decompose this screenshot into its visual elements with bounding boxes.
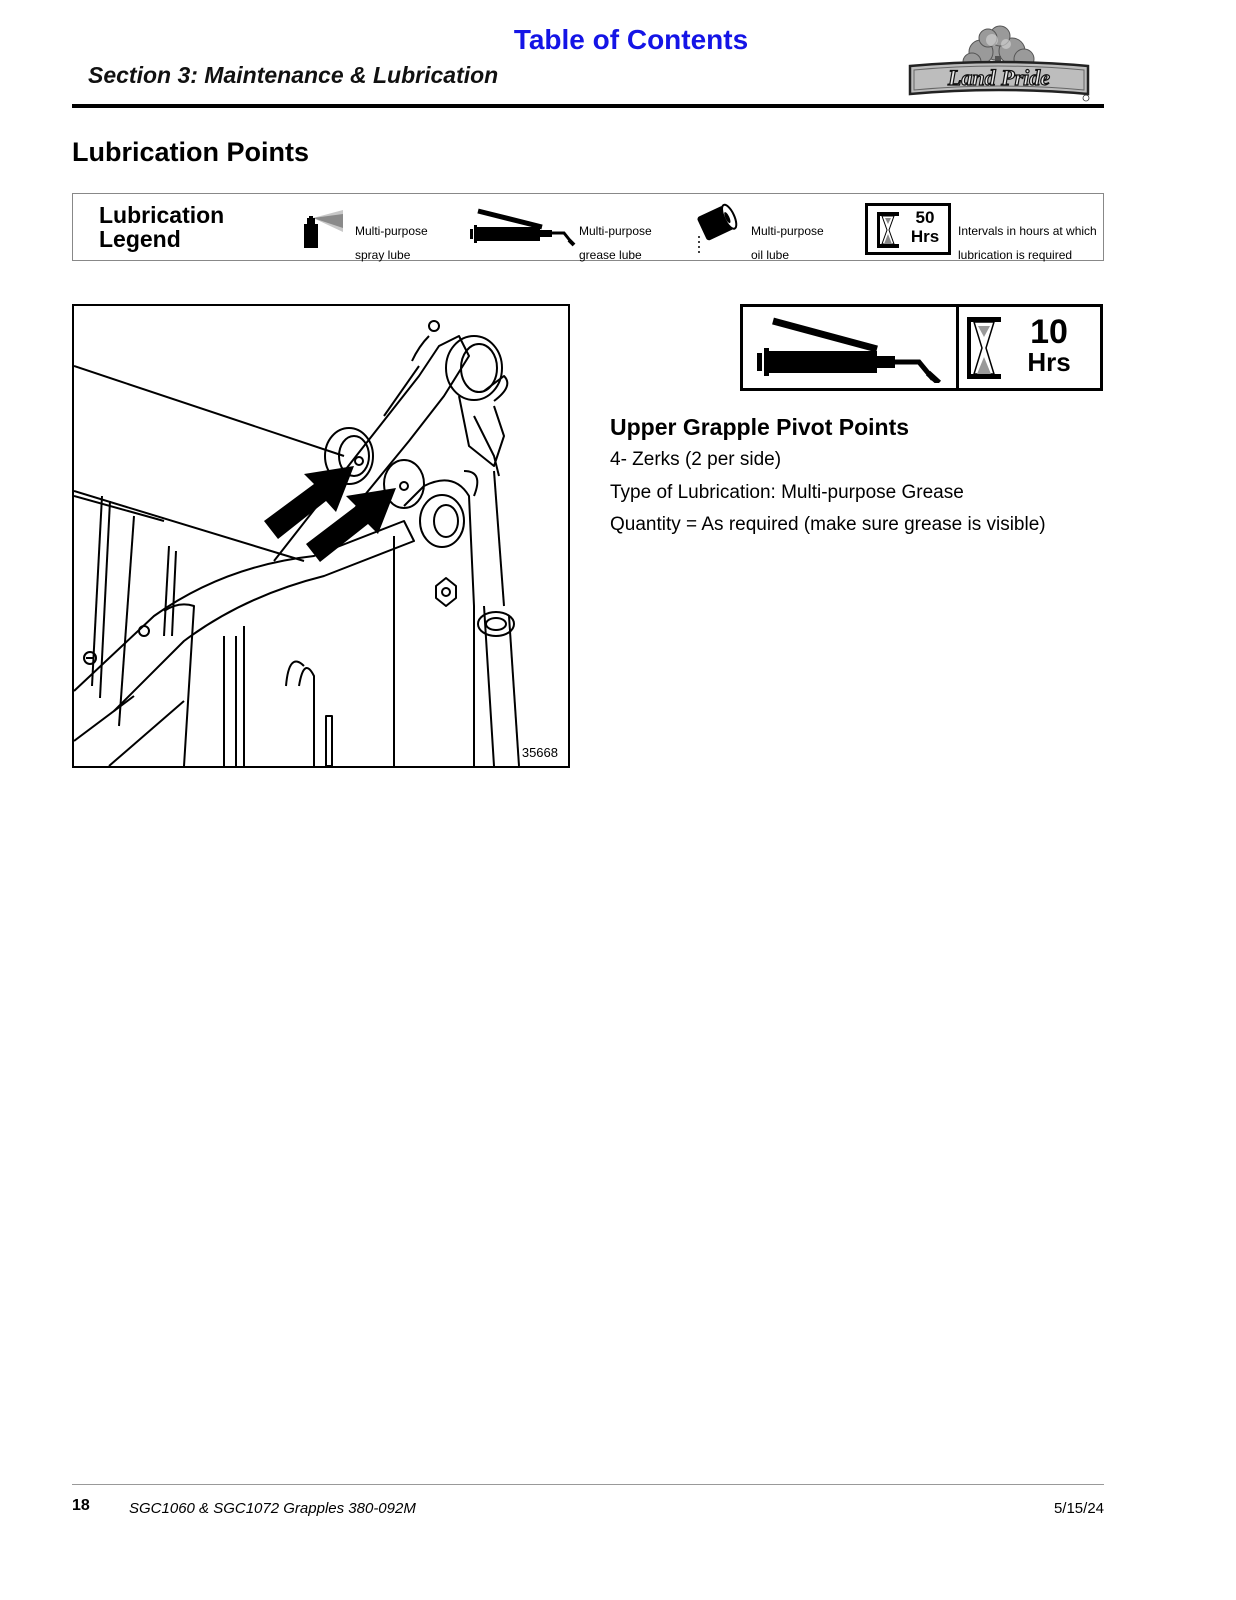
hourglass-icon — [877, 212, 899, 248]
document-title: SGC1060 & SGC1072 Grapples 380-092M — [129, 1500, 416, 1517]
lube-point-title: Upper Grapple Pivot Points — [610, 414, 910, 440]
section-title: Section 3: Maintenance & Lubrication — [88, 62, 499, 88]
lube-interval-icon — [740, 304, 1103, 391]
interval-hours-value: 10 — [1030, 313, 1068, 351]
lube-point-quantity: Quantity = As required (make sure grease is visible) — [610, 514, 1046, 535]
hourglass-icon — [967, 317, 1001, 379]
lubrication-legend — [72, 193, 1104, 261]
icon-divider — [956, 307, 959, 388]
interval-hours: 50 — [915, 208, 935, 227]
legend-label-grease: Multi-purpose grease lube — [579, 224, 652, 262]
interval-unit: Hrs — [910, 227, 940, 246]
oil-can-icon — [691, 202, 741, 254]
grapple-pivot-figure — [72, 304, 570, 768]
page-number: 18 — [72, 1497, 90, 1514]
logo-wordmark: Land Pride — [947, 65, 1051, 90]
grease-gun-icon — [753, 315, 949, 383]
spray-can-icon — [301, 206, 347, 250]
figure-number: 35668 — [521, 745, 558, 760]
lube-point-zerks: 4- Zerks (2 per side) — [610, 449, 782, 470]
footer-divider — [72, 1484, 1104, 1485]
header-divider — [72, 104, 1104, 108]
document-date: 5/15/24 — [1053, 1500, 1104, 1517]
interval-hours-unit: Hrs — [1027, 347, 1071, 377]
grease-gun-icon — [468, 207, 580, 249]
legend-label-spray: Multi-purpose spray lube — [355, 224, 428, 262]
legend-label-oil: Multi-purpose oil lube — [751, 224, 824, 262]
table-of-contents-link[interactable]: Table of Contents — [513, 24, 749, 55]
grapple-illustration — [74, 306, 568, 766]
lube-point-type: Type of Lubrication: Multi-purpose Grease — [610, 482, 964, 503]
land-pride-logo — [906, 24, 1092, 104]
page-heading: Lubrication Points — [72, 137, 310, 167]
interval-50-hrs-box — [865, 203, 951, 255]
legend-label-interval: Intervals in hours at which lubrication is required — [958, 224, 1097, 262]
legend-title: Lubrication Legend — [99, 202, 225, 252]
